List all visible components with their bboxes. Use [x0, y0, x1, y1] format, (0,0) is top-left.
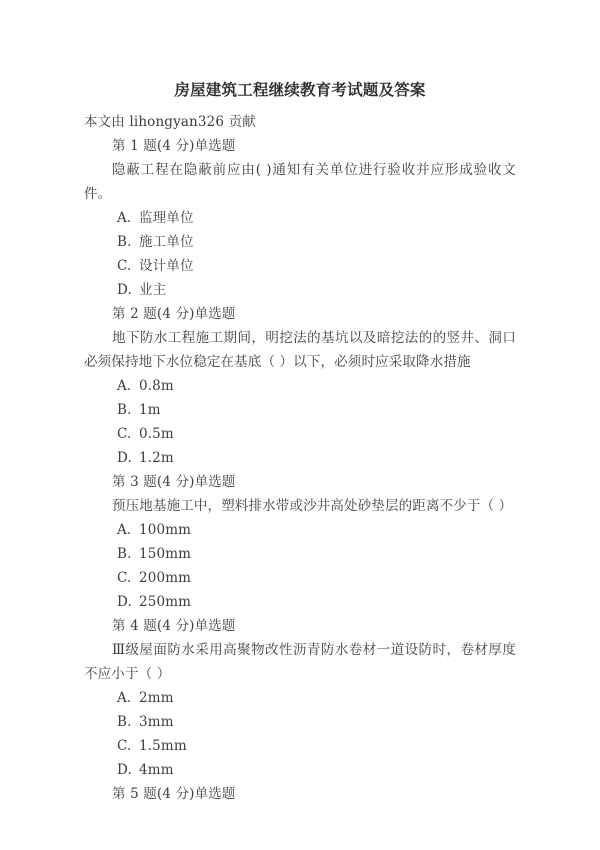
option-text: 0.5m	[139, 426, 174, 442]
option-item	[84, 518, 516, 542]
option-letter: B.	[117, 546, 132, 562]
option-item	[84, 398, 516, 422]
option-text: 4mm	[139, 762, 174, 778]
option-letter: A.	[117, 690, 132, 706]
option-text: 100mm	[139, 522, 192, 538]
option-letter: B.	[117, 714, 132, 730]
option-text: 1m	[139, 402, 161, 418]
option-item	[84, 446, 516, 470]
option-letter: C.	[117, 426, 132, 442]
option-text: 业主	[139, 282, 167, 298]
option-text: 施工单位	[139, 234, 194, 250]
option-letter: D.	[117, 594, 132, 610]
question-header: 第 3 题(4 分)单选题	[112, 474, 236, 490]
option-text: 0.8m	[139, 378, 174, 394]
option-letter: C.	[117, 258, 132, 274]
option-letter: B.	[117, 402, 132, 418]
option-letter: D.	[117, 282, 132, 298]
title-spacer	[84, 102, 516, 110]
option-item	[84, 206, 516, 230]
option-letter: A.	[117, 378, 132, 394]
option-text: 150mm	[139, 546, 192, 562]
option-text: 1.5mm	[139, 738, 187, 754]
option-item	[84, 590, 516, 614]
option-letter: D.	[117, 762, 132, 778]
document-body	[84, 0, 516, 806]
option-item	[84, 686, 516, 710]
option-item	[84, 734, 516, 758]
document-title: 房屋建筑工程继续教育考试题及答案	[174, 81, 426, 99]
option-text: 监理单位	[139, 210, 194, 226]
question-header: 第 2 题(4 分)单选题	[112, 306, 236, 322]
option-item	[84, 566, 516, 590]
option-letter: C.	[117, 738, 132, 754]
option-letter: A.	[117, 522, 132, 538]
option-item	[84, 758, 516, 782]
question-header: 第 5 题(4 分)单选题	[112, 786, 236, 802]
option-text: 200mm	[139, 570, 192, 586]
question-header: 第 4 题(4 分)单选题	[112, 618, 236, 634]
option-item	[84, 422, 516, 446]
option-letter: D.	[117, 450, 132, 466]
option-item	[84, 278, 516, 302]
question-stem: 隐蔽工程在隐蔽前应由( )通知有关单位进行验收并应形成验收文件。	[84, 162, 516, 202]
option-text: 1.2m	[139, 450, 174, 466]
option-item	[84, 254, 516, 278]
question-stem: 预压地基施工中，塑料排水带或沙井高处砂垫层的距离不少于（ ）	[112, 498, 513, 514]
option-letter: A.	[117, 210, 132, 226]
question-stem: 地下防水工程施工期间，明挖法的基坑以及暗挖法的的竖井、洞口必须保持地下水位稳定在基底（ ）以下，必须时应采取降水措施	[84, 330, 516, 370]
option-item	[84, 374, 516, 398]
option-text: 2mm	[139, 690, 174, 706]
question-header: 第 1 题(4 分)单选题	[112, 138, 236, 154]
option-letter: C.	[117, 570, 132, 586]
option-item	[84, 230, 516, 254]
option-letter: B.	[117, 234, 132, 250]
option-text: 250mm	[139, 594, 192, 610]
question-stem: Ⅲ级屋面防水采用高聚物改性沥青防水卷材一道设防时，卷材厚度不应小于（ ）	[84, 642, 516, 682]
option-item	[84, 542, 516, 566]
option-item	[84, 710, 516, 734]
option-text: 3mm	[139, 714, 174, 730]
option-text: 设计单位	[139, 258, 194, 274]
attribution-line: 本文由 lihongyan326 贡献	[84, 114, 256, 130]
